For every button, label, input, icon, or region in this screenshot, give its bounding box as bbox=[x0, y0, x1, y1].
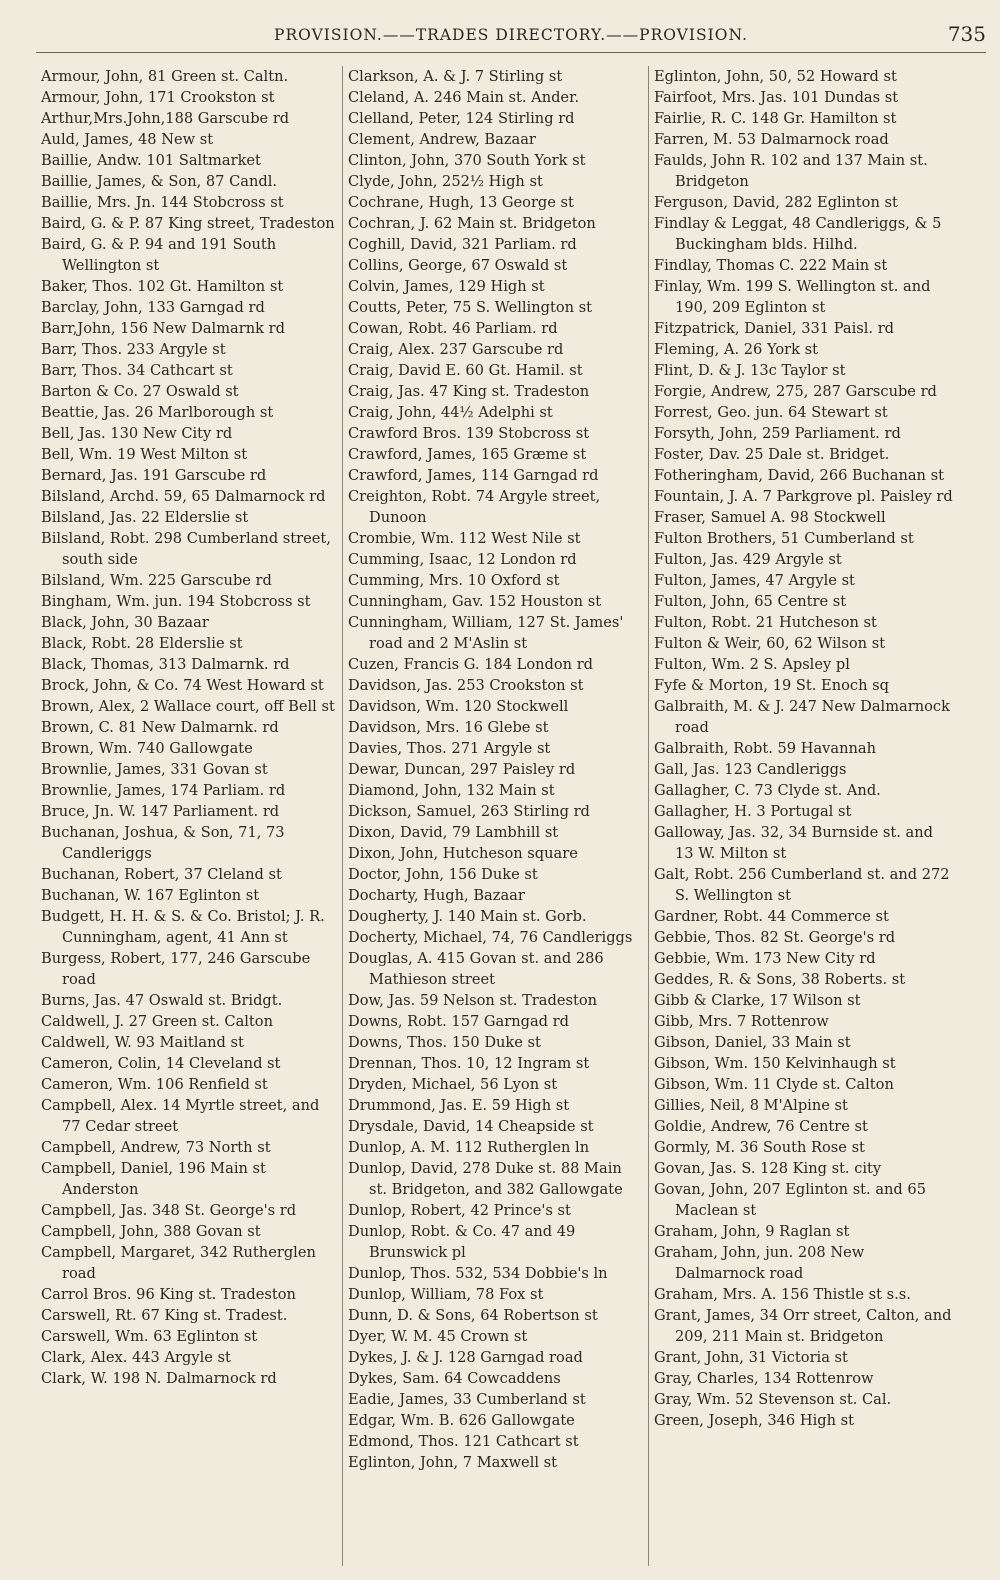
directory-entry: Clark, W. 198 N. Dalmarnock rd bbox=[41, 1370, 277, 1387]
directory-entry: Clarkson, A. & J. 7 Stirling st bbox=[348, 68, 563, 85]
directory-entry: Finlay, Wm. 199 S. Wellington st. and 190, 209 Eglinton st bbox=[654, 278, 931, 316]
directory-entry: Findlay & Leggat, 48 Candleriggs, & 5 Buckingham blds. Hilhd. bbox=[654, 215, 942, 253]
directory-entry: Bernard, Jas. 191 Garscube rd bbox=[41, 467, 267, 484]
directory-entry: Dryden, Michael, 56 Lyon st bbox=[348, 1076, 558, 1093]
directory-entry: Buchanan, Joshua, & Son, 71, 73 Candleriggs bbox=[41, 824, 285, 862]
directory-entry: Carswell, Rt. 67 King st. Tradest. bbox=[41, 1307, 288, 1324]
directory-entry: Gibb & Clarke, 17 Wilson st bbox=[654, 992, 861, 1009]
directory-entry: Clyde, John, 252½ High st bbox=[348, 173, 543, 190]
directory-entry: Docharty, Hugh, Bazaar bbox=[348, 887, 525, 904]
directory-entry: Baker, Thos. 102 Gt. Hamilton st bbox=[41, 278, 284, 295]
directory-entry: Eadie, James, 33 Cumberland st bbox=[348, 1391, 586, 1408]
directory-entry: Armour, John, 81 Green st. Caltn. bbox=[41, 68, 289, 85]
directory-entry: Burgess, Robert, 177, 246 Garscube road bbox=[41, 950, 311, 988]
directory-entry: Eglinton, John, 50, 52 Howard st bbox=[654, 68, 897, 85]
column-3 bbox=[654, 66, 954, 1571]
directory-entry: Dow, Jas. 59 Nelson st. Tradeston bbox=[348, 992, 597, 1009]
directory-entry: Forsyth, John, 259 Parliament. rd bbox=[654, 425, 901, 442]
directory-entry: Auld, James, 48 New st bbox=[41, 131, 214, 148]
directory-entry: Dixon, David, 79 Lambhill st bbox=[348, 824, 559, 841]
directory-entry: Dykes, Sam. 64 Cowcaddens bbox=[348, 1370, 561, 1387]
directory-entry: Cuzen, Francis G. 184 London rd bbox=[348, 656, 594, 673]
directory-entry: Fulton & Weir, 60, 62 Wilson st bbox=[654, 635, 886, 652]
directory-entry: Campbell, Daniel, 196 Main st Anderston bbox=[41, 1160, 266, 1198]
directory-entry: Grant, John, 31 Victoria st bbox=[654, 1349, 848, 1366]
directory-entry: Fulton Brothers, 51 Cumberland st bbox=[654, 530, 914, 547]
directory-entry: Buchanan, Robert, 37 Cleland st bbox=[41, 866, 282, 883]
directory-entry: Farren, M. 53 Dalmarnock road bbox=[654, 131, 889, 148]
directory-entry: Colvin, James, 129 High st bbox=[348, 278, 545, 295]
directory-entry: Gray, Wm. 52 Stevenson st. Cal. bbox=[654, 1391, 892, 1408]
directory-entry: Black, Thomas, 313 Dalmarnk. rd bbox=[41, 656, 290, 673]
directory-entry: Clelland, Peter, 124 Stirling rd bbox=[348, 110, 575, 127]
directory-entry: Barton & Co. 27 Oswald st bbox=[41, 383, 239, 400]
page-number: 735 bbox=[947, 22, 986, 46]
directory-entry: Barr,John, 156 New Dalmarnk rd bbox=[41, 320, 285, 337]
directory-entry: Gibb, Mrs. 7 Rottenrow bbox=[654, 1013, 829, 1030]
dash-separator: —— bbox=[382, 26, 416, 44]
directory-entry: Bell, Jas. 130 New City rd bbox=[41, 425, 233, 442]
directory-entry: Bilsland, Archd. 59, 65 Dalmarnock rd bbox=[41, 488, 326, 505]
directory-entry: Fraser, Samuel A. 98 Stockwell bbox=[654, 509, 886, 526]
directory-entry: Edmond, Thos. 121 Cathcart st bbox=[348, 1433, 579, 1450]
directory-entry: Graham, John, 9 Raglan st bbox=[654, 1223, 850, 1240]
directory-entry: Galbraith, Robt. 59 Havannah bbox=[654, 740, 876, 757]
directory-entry: Bell, Wm. 19 West Milton st bbox=[41, 446, 248, 463]
directory-entry: Cameron, Wm. 106 Renfield st bbox=[41, 1076, 268, 1093]
directory-entry: Baillie, Andw. 101 Saltmarket bbox=[41, 152, 261, 169]
directory-entry: Dunlop, William, 78 Fox st bbox=[348, 1286, 544, 1303]
directory-entry: Fulton, John, 65 Centre st bbox=[654, 593, 847, 610]
directory-entry: Douglas, A. 415 Govan st. and 286 Mathieson street bbox=[348, 950, 604, 988]
directory-entry: Fulton, James, 47 Argyle st bbox=[654, 572, 855, 589]
directory-entry: Craig, John, 44½ Adelphi st bbox=[348, 404, 553, 421]
directory-entry: Galt, Robt. 256 Cumberland st. and 272 S. Wellington st bbox=[654, 866, 950, 904]
directory-entry: Clark, Alex. 443 Argyle st bbox=[41, 1349, 231, 1366]
directory-entry: Campbell, Andrew, 73 North st bbox=[41, 1139, 271, 1156]
directory-entry: Black, Robt. 28 Elderslie st bbox=[41, 635, 243, 652]
directory-entry: Carswell, Wm. 63 Eglinton st bbox=[41, 1328, 258, 1345]
header-rule bbox=[36, 52, 986, 53]
page-header bbox=[36, 22, 986, 54]
directory-entry: Burns, Jas. 47 Oswald st. Bridgt. bbox=[41, 992, 283, 1009]
column-divider bbox=[342, 66, 343, 1566]
directory-entry: Drennan, Thos. 10, 12 Ingram st bbox=[348, 1055, 590, 1072]
directory-entry: Dunlop, Thos. 532, 534 Dobbie's ln bbox=[348, 1265, 608, 1282]
directory-entry: Collins, George, 67 Oswald st bbox=[348, 257, 568, 274]
directory-entry: Fairfoot, Mrs. Jas. 101 Dundas st bbox=[654, 89, 899, 106]
directory-entry: Barr, Thos. 233 Argyle st bbox=[41, 341, 226, 358]
directory-entry: Gibson, Wm. 150 Kelvinhaugh st bbox=[654, 1055, 896, 1072]
directory-entry: Gray, Charles, 134 Rottenrow bbox=[654, 1370, 874, 1387]
directory-entry: Dewar, Duncan, 297 Paisley rd bbox=[348, 761, 576, 778]
directory-entry: Fitzpatrick, Daniel, 331 Paisl. rd bbox=[654, 320, 895, 337]
directory-entry: Cameron, Colin, 14 Cleveland st bbox=[41, 1055, 281, 1072]
directory-entry: Gebbie, Thos. 82 St. George's rd bbox=[654, 929, 896, 946]
directory-entry: Crawford Bros. 139 Stobcross st bbox=[348, 425, 590, 442]
directory-entry: Eglinton, John, 7 Maxwell st bbox=[348, 1454, 558, 1471]
directory-entry: Carrol Bros. 96 King st. Tradeston bbox=[41, 1286, 296, 1303]
directory-entry: Davidson, Jas. 253 Crookston st bbox=[348, 677, 584, 694]
directory-entry: Bilsland, Wm. 225 Garscube rd bbox=[41, 572, 272, 589]
directory-entry: Arthur,Mrs.John,188 Garscube rd bbox=[41, 110, 290, 127]
directory-entry: Dunlop, Robt. & Co. 47 and 49 Brunswick pl bbox=[348, 1223, 576, 1261]
directory-entry: Gibson, Daniel, 33 Main st bbox=[654, 1034, 851, 1051]
running-head-right: PROVISION. bbox=[639, 26, 748, 44]
directory-entry: Galloway, Jas. 32, 34 Burnside st. and 13 W. Milton st bbox=[654, 824, 933, 862]
directory-entry: Flint, D. & J. 13c Taylor st bbox=[654, 362, 846, 379]
directory-entry: Dyer, W. M. 45 Crown st bbox=[348, 1328, 528, 1345]
directory-entry: Cumming, Mrs. 10 Oxford st bbox=[348, 572, 560, 589]
directory-entry: Brown, C. 81 New Dalmarnk. rd bbox=[41, 719, 279, 736]
directory-entry: Fountain, J. A. 7 Parkgrove pl. Paisley rd bbox=[654, 488, 953, 505]
directory-entry: Brown, Wm. 740 Gallowgate bbox=[41, 740, 253, 757]
directory-entry: Coutts, Peter, 75 S. Wellington st bbox=[348, 299, 592, 316]
directory-entry: Green, Joseph, 346 High st bbox=[654, 1412, 854, 1429]
directory-entry: Dickson, Samuel, 263 Stirling rd bbox=[348, 803, 590, 820]
directory-entry: Galbraith, M. & J. 247 New Dalmarnock road bbox=[654, 698, 950, 736]
directory-entry: Fairlie, R. C. 148 Gr. Hamilton st bbox=[654, 110, 897, 127]
directory-entry: Craig, Alex. 237 Garscube rd bbox=[348, 341, 564, 358]
directory-entry: Cochrane, Hugh, 13 George st bbox=[348, 194, 574, 211]
directory-entry: Fulton, Jas. 429 Argyle st bbox=[654, 551, 842, 568]
directory-entry: Barr, Thos. 34 Cathcart st bbox=[41, 362, 233, 379]
directory-entry: Buchanan, W. 167 Eglinton st bbox=[41, 887, 260, 904]
directory-entry: Cumming, Isaac, 12 London rd bbox=[348, 551, 577, 568]
directory-entry: Govan, John, 207 Eglinton st. and 65 Maclean st bbox=[654, 1181, 926, 1219]
running-head bbox=[36, 26, 986, 44]
directory-entry: Gardner, Robt. 44 Commerce st bbox=[654, 908, 889, 925]
directory-entry: Davies, Thos. 271 Argyle st bbox=[348, 740, 551, 757]
directory-entry: Gallagher, C. 73 Clyde st. And. bbox=[654, 782, 881, 799]
directory-entry: Coghill, David, 321 Parliam. rd bbox=[348, 236, 577, 253]
directory-entry: Bilsland, Jas. 22 Elderslie st bbox=[41, 509, 249, 526]
directory-entry: Cunningham, Gav. 152 Houston st bbox=[348, 593, 602, 610]
directory-entry: Dunlop, David, 278 Duke st. 88 Main st. Bridgeton, and 382 Gallowgate bbox=[348, 1160, 623, 1198]
directory-entry: Budgett, H. H. & S. & Co. Bristol; J. R. Cunningham, agent, 41 Ann st bbox=[41, 908, 325, 946]
directory-entry: Armour, John, 171 Crookston st bbox=[41, 89, 275, 106]
directory-entry: Dunlop, A. M. 112 Rutherglen ln bbox=[348, 1139, 590, 1156]
directory-columns bbox=[36, 66, 991, 1571]
directory-entry: Clinton, John, 370 South York st bbox=[348, 152, 586, 169]
directory-entry: Gormly, M. 36 South Rose st bbox=[654, 1139, 865, 1156]
directory-entry: Fyfe & Morton, 19 St. Enoch sq bbox=[654, 677, 889, 694]
directory-entry: Downs, Thos. 150 Duke st bbox=[348, 1034, 541, 1051]
directory-entry: Campbell, Alex. 14 Myrtle street, and 77 Cedar street bbox=[41, 1097, 320, 1135]
directory-entry: Barclay, John, 133 Garngad rd bbox=[41, 299, 265, 316]
directory-entry: Fleming, A. 26 York st bbox=[654, 341, 818, 358]
directory-entry: Foster, Dav. 25 Dale st. Bridget. bbox=[654, 446, 890, 463]
directory-entry: Dunlop, Robert, 42 Prince's st bbox=[348, 1202, 571, 1219]
directory-entry: Dunn, D. & Sons, 64 Robertson st bbox=[348, 1307, 598, 1324]
directory-entry: Dougherty, J. 140 Main st. Gorb. bbox=[348, 908, 587, 925]
running-head-center: TRADES DIRECTORY. bbox=[415, 26, 607, 44]
directory-entry: Diamond, John, 132 Main st bbox=[348, 782, 555, 799]
directory-entry: Cowan, Robt. 46 Parliam. rd bbox=[348, 320, 558, 337]
dash-separator: —— bbox=[606, 26, 640, 44]
directory-entry: Forrest, Geo. jun. 64 Stewart st bbox=[654, 404, 888, 421]
directory-entry: Crawford, James, 165 Græme st bbox=[348, 446, 587, 463]
directory-entry: Fotheringham, David, 266 Buchanan st bbox=[654, 467, 944, 484]
column-divider bbox=[648, 66, 649, 1566]
directory-entry: Campbell, John, 388 Govan st bbox=[41, 1223, 261, 1240]
directory-entry: Gall, Jas. 123 Candleriggs bbox=[654, 761, 847, 778]
directory-entry: Brown, Alex, 2 Wallace court, off Bell st bbox=[41, 698, 335, 715]
directory-entry: Findlay, Thomas C. 222 Main st bbox=[654, 257, 888, 274]
directory-entry: Baird, G. & P. 94 and 191 South Wellington st bbox=[41, 236, 277, 274]
directory-entry: Craig, David E. 60 Gt. Hamil. st bbox=[348, 362, 583, 379]
directory-entry: Baird, G. & P. 87 King street, Tradeston bbox=[41, 215, 335, 232]
directory-entry: Gallagher, H. 3 Portugal st bbox=[654, 803, 852, 820]
directory-entry: Doctor, John, 156 Duke st bbox=[348, 866, 538, 883]
running-head-left: PROVISION. bbox=[274, 26, 383, 44]
directory-entry: Goldie, Andrew, 76 Centre st bbox=[654, 1118, 868, 1135]
directory-entry: Geddes, R. & Sons, 38 Roberts. st bbox=[654, 971, 906, 988]
directory-entry: Docherty, Michael, 74, 76 Candleriggs bbox=[348, 929, 633, 946]
directory-entry: Gibson, Wm. 11 Clyde st. Calton bbox=[654, 1076, 894, 1093]
directory-entry: Craig, Jas. 47 King st. Tradeston bbox=[348, 383, 590, 400]
directory-entry: Creighton, Robt. 74 Argyle street, Dunoon bbox=[348, 488, 601, 526]
directory-entry: Gebbie, Wm. 173 New City rd bbox=[654, 950, 876, 967]
directory-entry: Campbell, Margaret, 342 Rutherglen road bbox=[41, 1244, 316, 1282]
directory-entry: Bingham, Wm. jun. 194 Stobcross st bbox=[41, 593, 311, 610]
directory-entry: Bilsland, Robt. 298 Cumberland street, south side bbox=[41, 530, 331, 568]
directory-entry: Beattie, Jas. 26 Marlborough st bbox=[41, 404, 274, 421]
directory-entry: Black, John, 30 Bazaar bbox=[41, 614, 209, 631]
directory-entry: Drummond, Jas. E. 59 High st bbox=[348, 1097, 570, 1114]
directory-entry: Gillies, Neil, 8 M'Alpine st bbox=[654, 1097, 848, 1114]
directory-entry: Crombie, Wm. 112 West Nile st bbox=[348, 530, 581, 547]
directory-entry: Cochran, J. 62 Main st. Bridgeton bbox=[348, 215, 596, 232]
directory-entry: Baillie, James, & Son, 87 Candl. bbox=[41, 173, 278, 190]
directory-entry: Cunningham, William, 127 St. James' road and 2 M'Aslin st bbox=[348, 614, 624, 652]
column-2 bbox=[348, 66, 644, 1571]
directory-entry: Dixon, John, Hutcheson square bbox=[348, 845, 578, 862]
directory-entry: Graham, John, jun. 208 New Dalmarnock road bbox=[654, 1244, 865, 1282]
directory-entry: Caldwell, J. 27 Green st. Calton bbox=[41, 1013, 273, 1030]
directory-entry: Davidson, Wm. 120 Stockwell bbox=[348, 698, 569, 715]
directory-entry: Brock, John, & Co. 74 West Howard st bbox=[41, 677, 324, 694]
directory-entry: Davidson, Mrs. 16 Glebe st bbox=[348, 719, 549, 736]
directory-entry: Grant, James, 34 Orr street, Calton, and 209, 211 Main st. Bridgeton bbox=[654, 1307, 952, 1345]
directory-entry: Drysdale, David, 14 Cheapside st bbox=[348, 1118, 594, 1135]
directory-entry: Downs, Robt. 157 Garngad rd bbox=[348, 1013, 569, 1030]
directory-entry: Dykes, J. & J. 128 Garngad road bbox=[348, 1349, 583, 1366]
directory-entry: Govan, Jas. S. 128 King st. city bbox=[654, 1160, 882, 1177]
directory-entry: Forgie, Andrew, 275, 287 Garscube rd bbox=[654, 383, 937, 400]
directory-entry: Clement, Andrew, Bazaar bbox=[348, 131, 536, 148]
directory-entry: Ferguson, David, 282 Eglinton st bbox=[654, 194, 898, 211]
directory-entry: Brownlie, James, 174 Parliam. rd bbox=[41, 782, 286, 799]
directory-entry: Faulds, John R. 102 and 137 Main st. Bridgeton bbox=[654, 152, 928, 190]
directory-entry: Fulton, Robt. 21 Hutcheson st bbox=[654, 614, 877, 631]
directory-entry: Campbell, Jas. 348 St. George's rd bbox=[41, 1202, 297, 1219]
directory-entry: Brownlie, James, 331 Govan st bbox=[41, 761, 268, 778]
column-1 bbox=[41, 66, 336, 1571]
directory-entry: Crawford, James, 114 Garngad rd bbox=[348, 467, 599, 484]
directory-entry: Cleland, A. 246 Main st. Ander. bbox=[348, 89, 580, 106]
directory-entry: Edgar, Wm. B. 626 Gallowgate bbox=[348, 1412, 575, 1429]
directory-entry: Fulton, Wm. 2 S. Apsley pl bbox=[654, 656, 850, 673]
directory-entry: Bruce, Jn. W. 147 Parliament. rd bbox=[41, 803, 280, 820]
directory-entry: Graham, Mrs. A. 156 Thistle st s.s. bbox=[654, 1286, 911, 1303]
directory-entry: Baillie, Mrs. Jn. 144 Stobcross st bbox=[41, 194, 284, 211]
directory-entry: Caldwell, W. 93 Maitland st bbox=[41, 1034, 244, 1051]
